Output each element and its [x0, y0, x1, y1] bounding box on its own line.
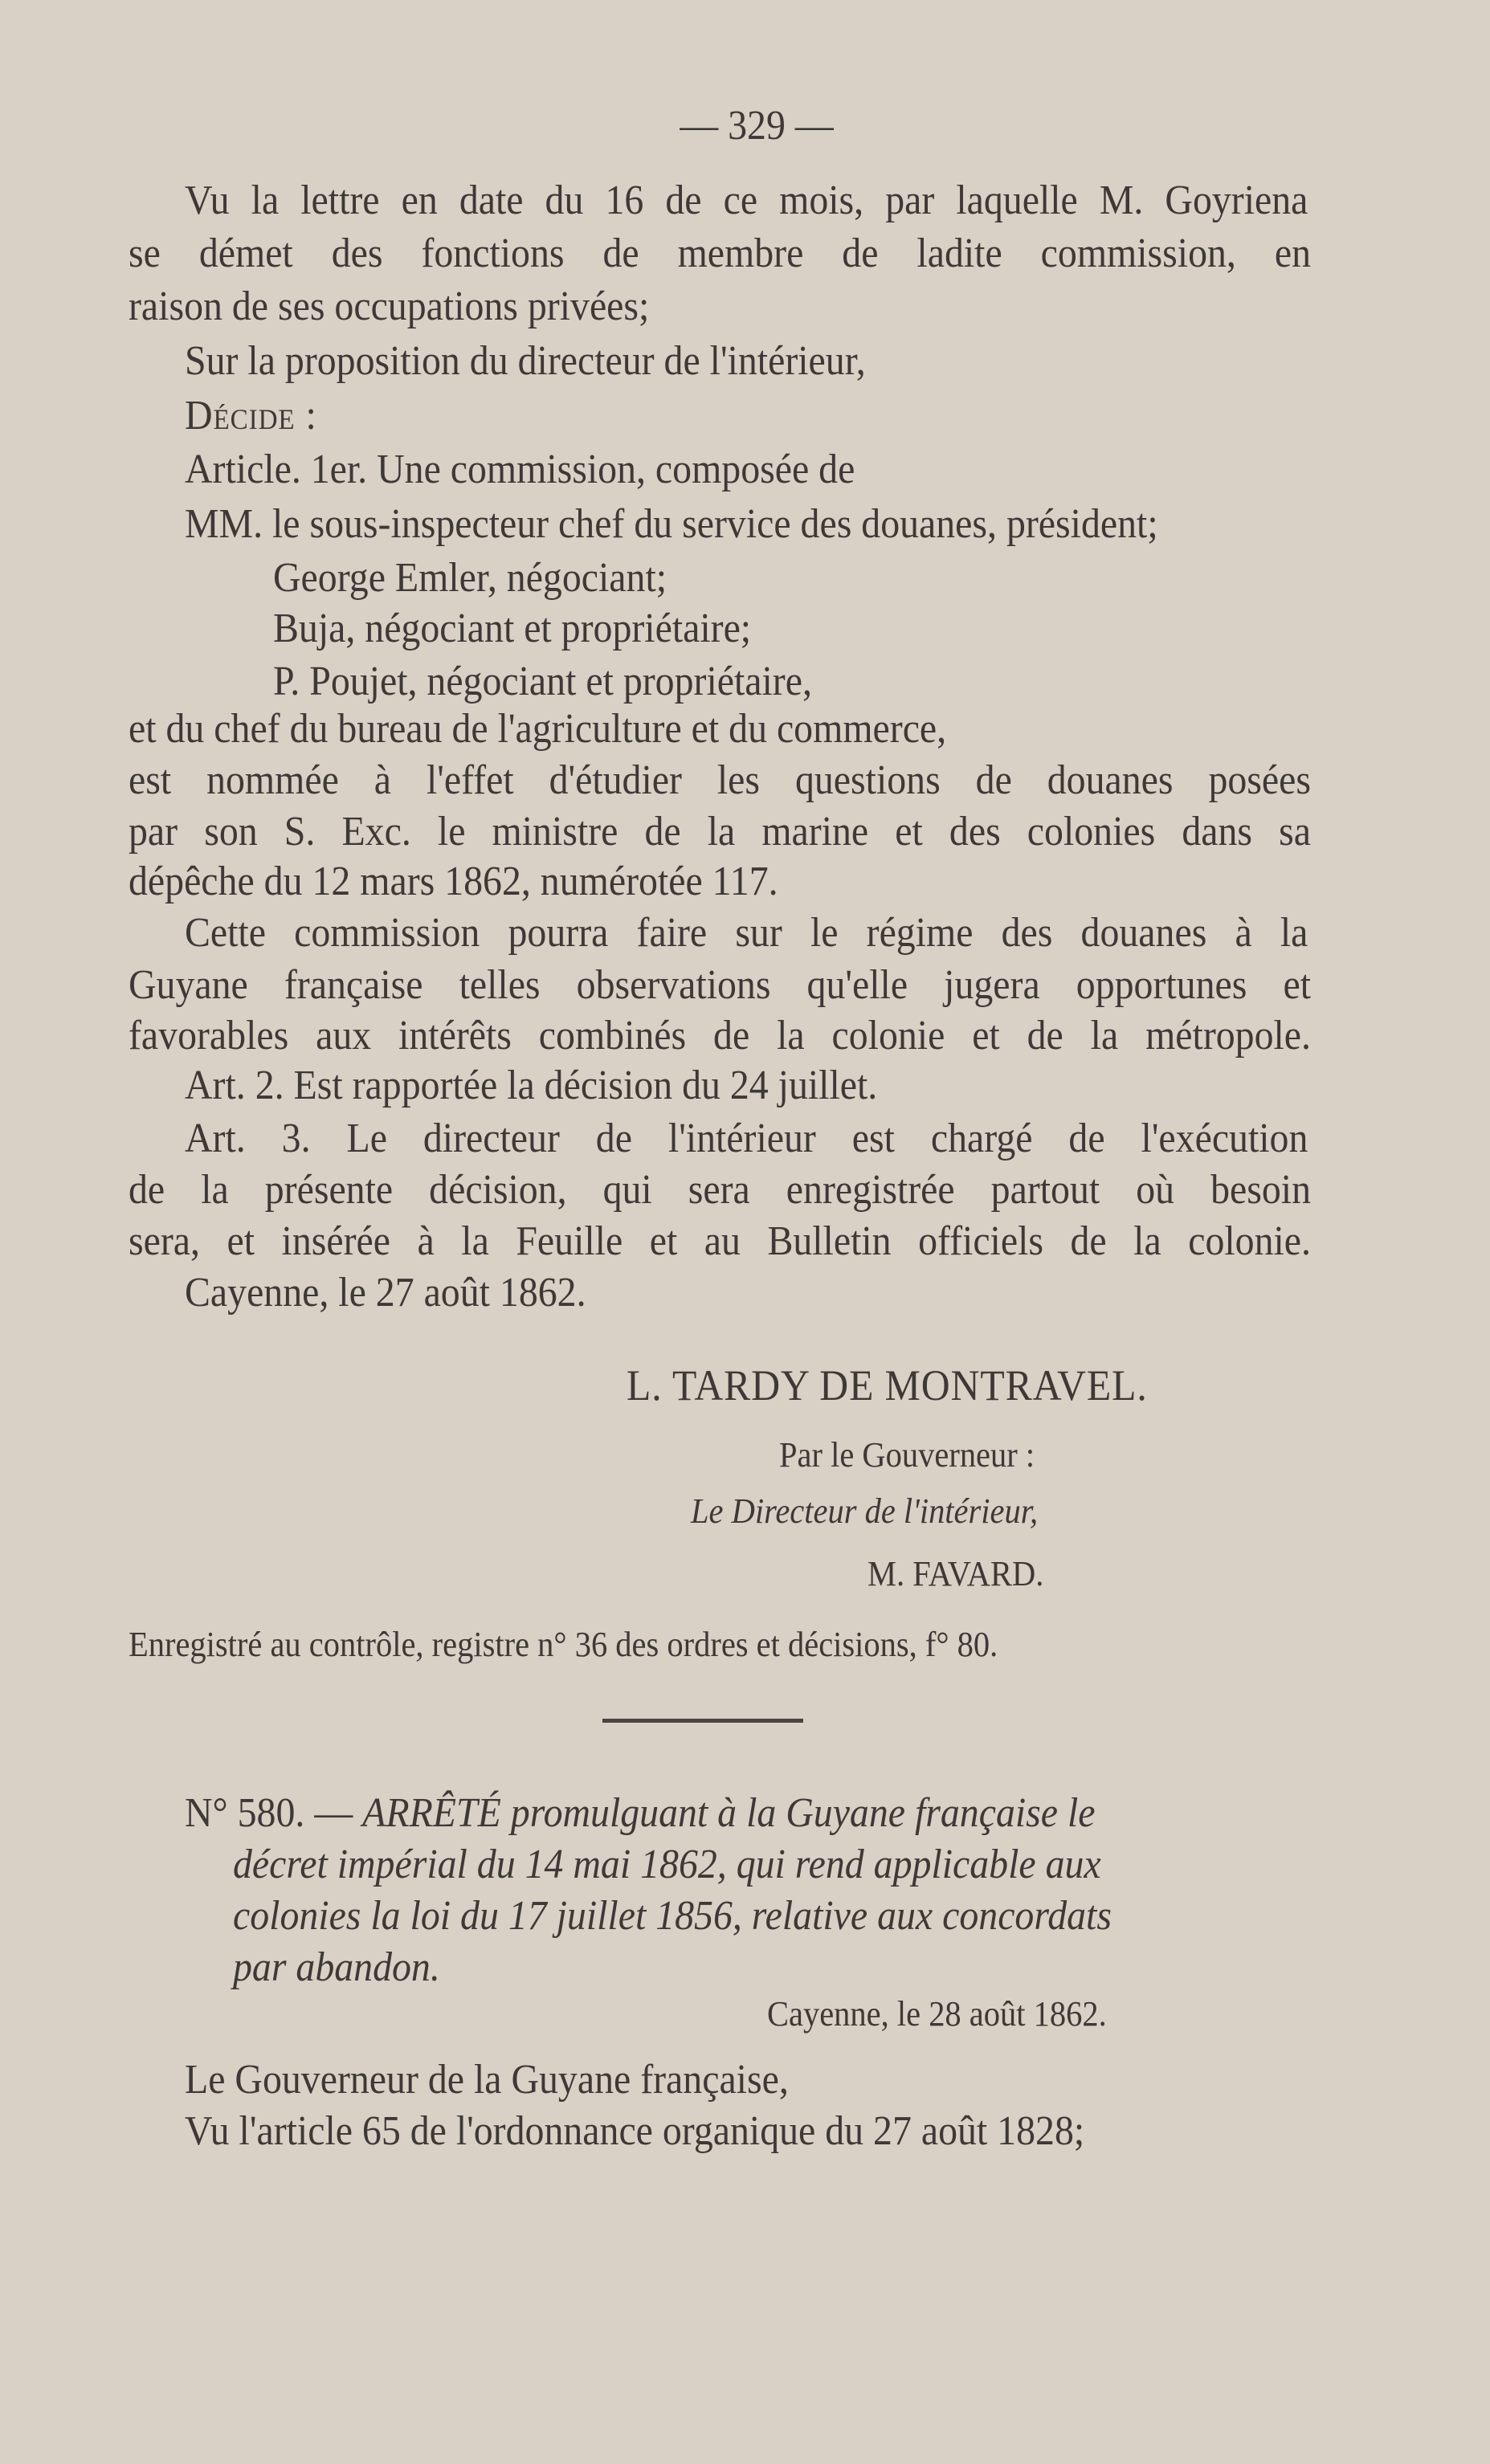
signature-role: Le Directeur de l'intérieur, [691, 1491, 1039, 1531]
article-line: MM. le sous-inspecteur chef du service des douanes, président; [185, 501, 1158, 547]
date-line: Cayenne, le 27 août 1862. [185, 1270, 586, 1316]
article-line: Article. 1er. Une commission, composée de [185, 447, 855, 492]
member-line: Buja, négociant et propriétaire; [273, 606, 752, 651]
paragraph-line: Sur la proposition du directeur de l'intérieur, [185, 338, 866, 384]
act-date: Cayenne, le 28 août 1862. [767, 1994, 1107, 2034]
article-line: Art. 2. Est rapportée la décision du 24 juillet. [185, 1063, 878, 1108]
paragraph-line: se démet des fonctions de membre de ladite commission, en [129, 230, 1311, 276]
article-line: sera, et insérée à la Feuille et au Bulletin officiels de la colonie. [129, 1218, 1311, 1264]
article-line: de la présente décision, qui sera enregistrée partout où besoin [129, 1167, 1311, 1213]
member-line: George Emler, négociant; [273, 555, 667, 601]
article-line: dépêche du 12 mars 1862, numérotée 117. [129, 859, 778, 904]
signature-director: M. FAVARD. [867, 1554, 1044, 1593]
signature-par: Par le Gouverneur : [779, 1435, 1035, 1475]
member-line: P. Poujet, négociant et propriétaire, [273, 659, 812, 704]
signature-name: L. TARDY DE MONTRAVEL. [627, 1361, 1148, 1409]
act-title-line: par abandon. [233, 1944, 440, 1990]
act-heading-line [185, 1788, 1323, 1839]
act-title-line: colonies la loi du 17 juillet 1856, relative aux concordats [233, 1893, 1112, 1939]
article-line: et du chef du bureau de l'agriculture et du commerce, [129, 706, 947, 752]
act-title: ARRÊTÉ promulguant à la Guyane française le [362, 1790, 1096, 1836]
paragraph-line: favorables aux intérêts combinés de la colonie et de la métropole. [129, 1013, 1311, 1059]
article-line: par son S. Exc. le ministre de la marine et des colonies dans sa [129, 809, 1311, 855]
paragraph-line: Vu la lettre en date du 16 de ce mois, par laquelle M. Goyriena [185, 177, 1308, 223]
act-title-line: décret impérial du 14 mai 1862, qui rend applicable aux [233, 1842, 1101, 1887]
article-line: est nommée à l'effet d'étudier les questions de douanes posées [129, 757, 1311, 803]
paragraph-line: raison de ses occupations privées; [129, 284, 650, 329]
page-number: — 329 — [680, 103, 834, 149]
registration-note: Enregistré au contrôle, registre n° 36 des ordres et décisions, f° 80. [129, 1625, 998, 1664]
act-number: N° 580. — [185, 1790, 353, 1836]
article-line: Art. 3. Le directeur de l'intérieur est chargé de l'exécution [185, 1116, 1308, 1161]
section-divider [602, 1719, 803, 1723]
governor-line: Le Gouverneur de la Guyane française, [185, 2057, 789, 2103]
paragraph-line: Guyane française telles observations qu'elle jugera opportunes et [129, 962, 1311, 1008]
governor-line: Vu l'article 65 de l'ordonnance organique du 27 août 1828; [185, 2108, 1085, 2154]
decide-heading: Décide : [185, 393, 317, 439]
paragraph-line: Cette commission pourra faire sur le régime des douanes à la [185, 910, 1308, 956]
